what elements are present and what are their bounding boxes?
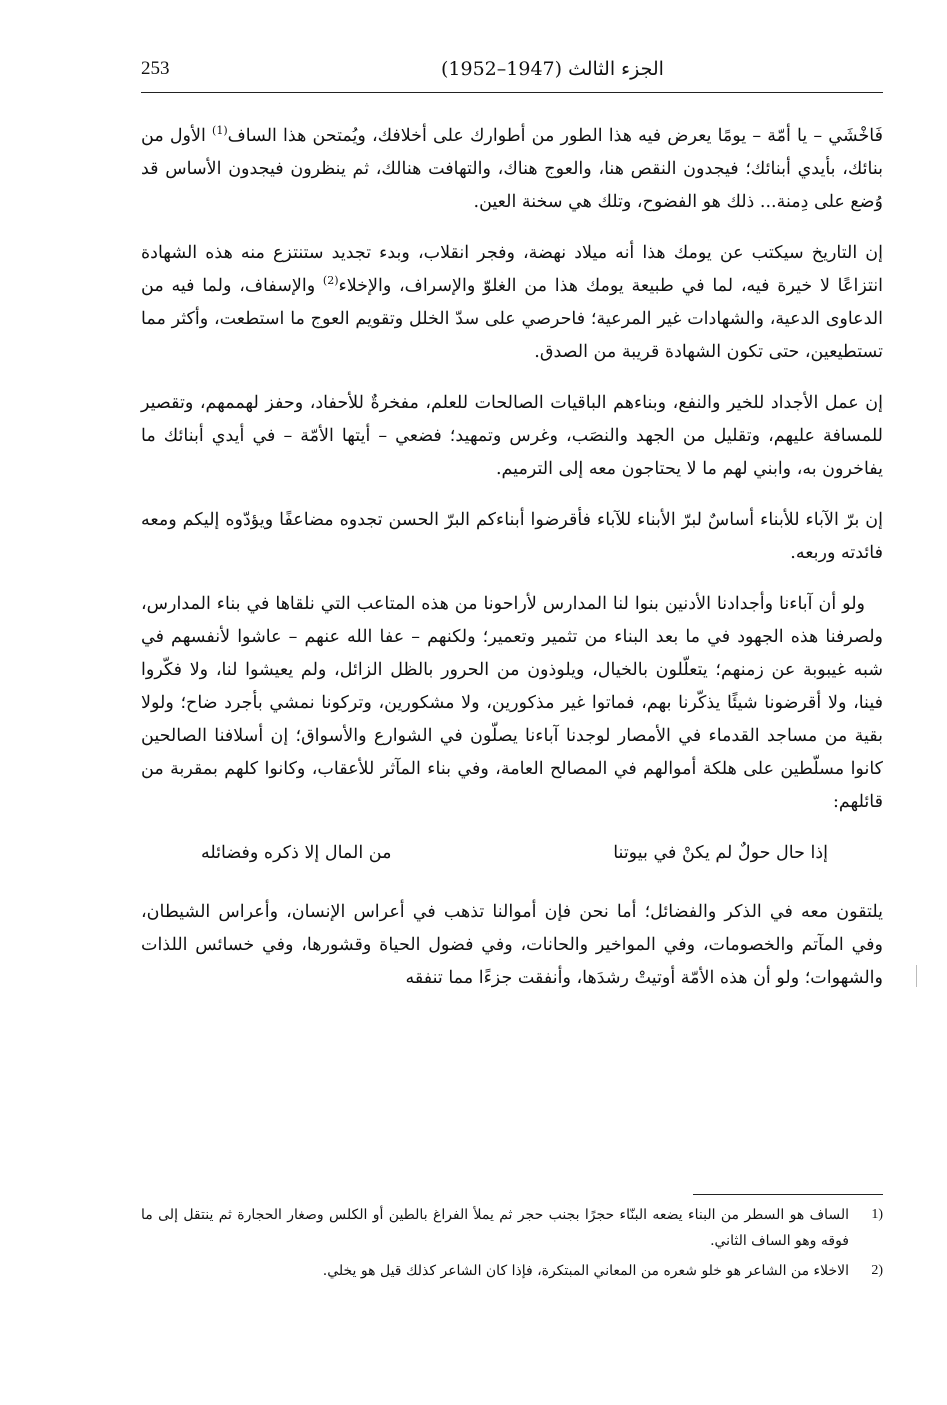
margin-mark	[916, 965, 917, 987]
footnote-ref-2: (2)	[322, 274, 339, 288]
footnotes	[141, 1202, 883, 1288]
verse-second-hemistich: من المال إلا ذكره وفضائله	[201, 843, 392, 863]
footnote-ref-1: (1)	[212, 124, 228, 138]
running-title: الجزء الثالث (1947–1952)	[441, 58, 664, 80]
paragraph-6: يلتقون معه في الذكر والفضائل؛ أما نحن فإن أموالنا تذهب في أعراس الإنسان، وأعراس الشيطان، وفي المآتم والخصومات، وفي المواخير والحانات، وفي فضول الحياة وقشورها، وفي خسائس اللذات والشهوات؛ ولو أن هذه الأمّة أوتيتْ رشدَها، وأنفقت جزءًا مما تنفقه	[141, 902, 883, 988]
footnote-1	[141, 1202, 883, 1254]
footnote-number: 1)	[871, 1207, 883, 1222]
main-text	[141, 120, 883, 995]
paragraph-1	[141, 120, 883, 219]
footnote-text: الساف هو السطر من البناء يضعه البنّاء حجرًا بجنب حجر ثم يملأ الفراغ بالطين أو الكلس وصغار الحجارة ثم ينتقل إلى ما فوقه وهو الساف الثاني.	[141, 1207, 849, 1249]
paragraph-5: ولو أن آباءنا وأجدادنا الأدنين بنوا لنا المدارس لأراحونا من هذه المتاعب التي نلقاها في بناء المدارس، ولصرفنا هذه الجهود في ما بعد البناء من تثمير وتعمير؛ ولكنهم – عفا الله عنهم – عاشوا لأنفسهم في شبه غيبوبة عن زمنهم؛ يتعلّلون بالخيال، ويلوذون من الحرور بالظل الزائل، ولم يعيشوا لنا، ولا فكّروا فينا، ولا أقرضونا شيئًا يذكّرنا بهم، فماتوا غير مذكورين، ولا مشكورين، وتركونا نمشي بأجرد ضاح؛ ولولا بقية من مساجد القدماء في الأمصار لوجدنا آباءنا يصلّون في الشوارع والأسواق؛ إن أسلافنا الصالحين كانوا مسلّطين على هلكة أموالهم في المصالح العامة، وفي بناء المآثر للأعقاب، وكانوا كلهم بمقربة من قائلهم:	[141, 594, 883, 812]
footnote-2	[141, 1258, 883, 1284]
footnote-text: الاخلاء من الشاعر هو خلو شعره من المعاني المبتكرة، فإذا كان الشاعر كذلك قيل هو يخلي.	[322, 1263, 849, 1279]
paragraph-text: إن التاريخ سيكتب عن يومك هذا أنه ميلاد نهضة، وفجر انقلاب، وبدء تجديد ستنتزع منه هذه الشهادة انتزاعًا لا خيرة فيه، لما في طبيعة يومك هذا من الغلوّ والإسراف، والإخلاء	[141, 243, 883, 296]
footnote-separator	[693, 1194, 883, 1195]
footnote-number: 2)	[871, 1263, 883, 1278]
paragraph-4: إن برّ الآباء للأبناء أساسٌ لبرّ الأبناء للآباء فأقرضوا أبناءكم البرّ الحسن تجدوه مضاعفًا ويؤدّوه إليكم ومعه فائدته وربعه.	[141, 510, 883, 563]
paragraph-text: فَاخْشَي – يا أمّة – يومًا يعرض فيه هذا الطور من أطوارك على أخلافك، ويُمتحن هذا الساف	[227, 126, 883, 146]
poetry-verse	[141, 837, 883, 870]
paragraph-2	[141, 237, 883, 369]
verse-first-hemistich: إذا حال حولٌ لم يكنْ في بيوتنا	[613, 843, 828, 863]
page-header	[141, 56, 883, 93]
page-number: 253	[141, 58, 170, 79]
paragraph-text: الأول من بنائك، بأيدي أبنائك؛ فيجدون النقص هنا، والعوج هناك، والتهافت هنالك، ثم ينظرون فيجدون الأساس قد وُضع على دِمنة... ذلك هو الفضوح، وتلك هي سخنة العين.	[141, 126, 883, 212]
paragraph-text: والإسفاف، ولما فيه من الدعاوى الدعية، والشهادات غير المرعية؛ فاحرصي على سدّ الخلل وتقويم العوج ما استطعت، وأكثر مما تستطيعين، حتى تكون الشهادة قريبة من الصدق.	[141, 276, 883, 362]
paragraph-3: إن عمل الأجداد للخير والنفع، وبناءهم الباقيات الصالحات للعلم، مفخرةٌ للأحفاد، وحفز لهممهم، وتقصير للمسافة عليهم، وتقليل من الجهد والنصَب، وغرس وتمهيد؛ فضعي – أيتها الأمّة – في أيدي أبنائك ما يفاخرون به، وابني لهم ما لا يحتاجون معه إلى الترميم.	[141, 393, 883, 479]
